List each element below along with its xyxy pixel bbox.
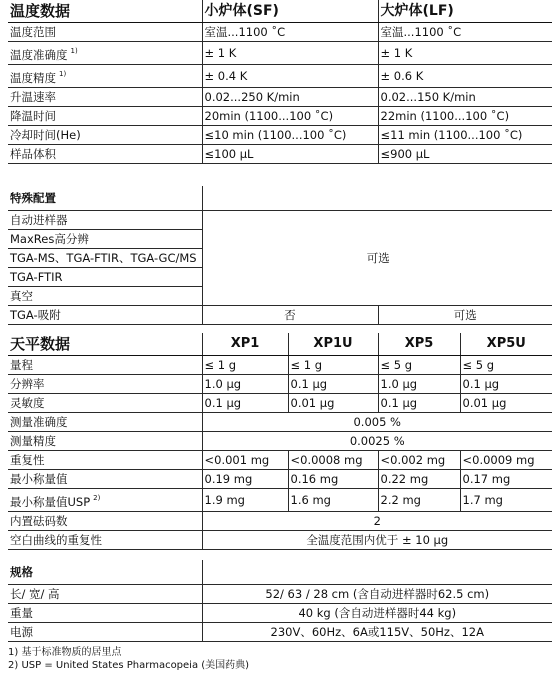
balance-value: 0.1 µg <box>460 375 552 394</box>
spec-label: 长/ 宽/ 高 <box>8 585 202 604</box>
balance-value: <0.0009 mg <box>460 451 552 470</box>
balance-title: 天平数据 <box>8 333 202 356</box>
lf-value: ≤11 min (1100...100 ˚C) <box>378 126 552 145</box>
row-label <box>8 356 202 375</box>
lf-value: ± 1 K <box>378 42 552 65</box>
lf-value: ≤900 µL <box>378 145 552 164</box>
option-label: TGA-FTIR <box>8 268 202 287</box>
tga-sorption-label: TGA-吸附 <box>8 306 202 325</box>
sf-value: 20min (1100...100 ˚C) <box>202 107 378 126</box>
xp1u-header: XP1U <box>288 333 378 356</box>
option-label: 真空 <box>8 287 202 306</box>
balance-value: <0.001 mg <box>202 451 288 470</box>
row-label-text: 升温速率 <box>10 90 56 104</box>
temperature-header-row <box>8 0 552 23</box>
option-label: MaxRes高分辨 <box>8 230 202 249</box>
footnote-ref: 2) <box>93 494 101 502</box>
table-row <box>8 306 552 325</box>
balance-value: <0.002 mg <box>378 451 460 470</box>
table-row <box>8 604 552 623</box>
row-label-text: 最小称量值USP <box>10 495 91 509</box>
spec-label: 重量 <box>8 604 202 623</box>
table-row <box>8 585 552 604</box>
row-label <box>8 489 202 512</box>
accuracy-value: 0.005 % <box>202 413 552 432</box>
table-row <box>8 42 552 65</box>
row-label <box>8 470 202 489</box>
balance-value: 2.2 mg <box>378 489 460 512</box>
blank-curve-value: 全温度范围内优于 ± 10 µg <box>202 531 552 550</box>
footnote-1: 1) 基于标准物质的居里点 <box>8 647 122 658</box>
balance-value: 0.01 µg <box>288 394 378 413</box>
table-row <box>8 126 552 145</box>
row-label <box>8 65 202 88</box>
balance-table <box>8 333 552 550</box>
small-furnace-header: 小炉体(SF) <box>202 0 378 23</box>
temperature-table <box>8 0 552 164</box>
footnotes <box>8 646 558 672</box>
table-row <box>8 623 552 642</box>
balance-value: 0.1 µg <box>202 394 288 413</box>
sf-value: ± 1 K <box>202 42 378 65</box>
xp5u-header: XP5U <box>460 333 552 356</box>
table-row <box>8 211 552 230</box>
balance-value: 1.7 mg <box>460 489 552 512</box>
xp5-header: XP5 <box>378 333 460 356</box>
row-label <box>8 375 202 394</box>
special-config-header-blank <box>202 186 552 211</box>
specs-header-blank <box>202 560 552 585</box>
table-row <box>8 470 552 489</box>
weights-value: 2 <box>202 512 552 531</box>
row-label <box>8 394 202 413</box>
balance-value: ≤ 1 g <box>288 356 378 375</box>
row-label <box>8 126 202 145</box>
balance-value: ≤ 5 g <box>378 356 460 375</box>
special-config-title: 特殊配置 <box>8 186 202 211</box>
balance-value: 1.6 mg <box>288 489 378 512</box>
balance-value: 0.1 µg <box>378 394 460 413</box>
row-label-text: 灵敏度 <box>10 396 45 410</box>
row-label-text: 降温时间 <box>10 109 56 123</box>
weights-label: 内置砝码数 <box>8 512 202 531</box>
balance-value: 1.0 µg <box>378 375 460 394</box>
row-label <box>8 23 202 42</box>
row-label <box>8 42 202 65</box>
sf-value: ≤10 min (1100...100 ˚C) <box>202 126 378 145</box>
lf-value: 室温...1100 ˚C <box>378 23 552 42</box>
row-label-text: 温度精度 <box>10 71 56 85</box>
table-row <box>8 531 552 550</box>
sf-value: ≤100 µL <box>202 145 378 164</box>
balance-header-row <box>8 333 552 356</box>
table-row <box>8 512 552 531</box>
balance-value: <0.0008 mg <box>288 451 378 470</box>
spec-value: 40 kg (含自动进样器时44 kg) <box>202 604 552 623</box>
table-row <box>8 356 552 375</box>
balance-value: 0.1 µg <box>288 375 378 394</box>
row-label-text: 量程 <box>10 358 33 372</box>
row-label-text: 样品体积 <box>10 147 56 161</box>
row-label-text: 温度范围 <box>10 25 56 39</box>
row-label <box>8 451 202 470</box>
row-label <box>8 107 202 126</box>
spec-label: 电源 <box>8 623 202 642</box>
table-row <box>8 432 552 451</box>
temperature-title: 温度数据 <box>8 0 202 23</box>
balance-value: 0.22 mg <box>378 470 460 489</box>
balance-value: 0.01 µg <box>460 394 552 413</box>
balance-value: 0.19 mg <box>202 470 288 489</box>
balance-value: 1.9 mg <box>202 489 288 512</box>
balance-value: ≤ 1 g <box>202 356 288 375</box>
row-label-text: 冷却时间(He) <box>10 128 81 142</box>
table-row <box>8 65 552 88</box>
large-furnace-header: 大炉体(LF) <box>378 0 552 23</box>
table-row <box>8 88 552 107</box>
xp1-header: XP1 <box>202 333 288 356</box>
sf-value: 室温...1100 ˚C <box>202 23 378 42</box>
special-config-table <box>8 186 552 325</box>
row-label-text: 最小称量值 <box>10 472 68 486</box>
tga-sorption-sf: 否 <box>202 306 378 325</box>
specs-header-row <box>8 560 552 585</box>
specs-title: 规格 <box>8 560 202 585</box>
footnote-2: 2) USP = United States Pharmacopeia (美国药典) <box>8 660 250 671</box>
footnote-ref: 1) <box>59 70 67 78</box>
balance-value: 0.16 mg <box>288 470 378 489</box>
accuracy-label: 测量准确度 <box>8 413 202 432</box>
lf-value: 0.02...150 K/min <box>378 88 552 107</box>
precision-label: 测量精度 <box>8 432 202 451</box>
table-row <box>8 107 552 126</box>
precision-value: 0.0025 % <box>202 432 552 451</box>
row-label <box>8 145 202 164</box>
table-row <box>8 23 552 42</box>
option-label: TGA-MS、TGA-FTIR、TGA-GC/MS <box>8 249 202 268</box>
balance-value: ≤ 5 g <box>460 356 552 375</box>
table-row <box>8 413 552 432</box>
row-label-text: 重复性 <box>10 453 45 467</box>
table-row <box>8 145 552 164</box>
spec-value: 52/ 63 / 28 cm (含自动进样器时62.5 cm) <box>202 585 552 604</box>
balance-value: 0.17 mg <box>460 470 552 489</box>
lf-value: 22min (1100...100 ˚C) <box>378 107 552 126</box>
table-row <box>8 375 552 394</box>
option-label: 自动进样器 <box>8 211 202 230</box>
table-row <box>8 394 552 413</box>
table-row <box>8 451 552 470</box>
special-config-header-row <box>8 186 552 211</box>
sf-value: ± 0.4 K <box>202 65 378 88</box>
balance-value: 1.0 µg <box>202 375 288 394</box>
tga-sorption-lf: 可选 <box>378 306 552 325</box>
row-label-text: 温度准确度 <box>10 48 68 62</box>
table-row <box>8 489 552 512</box>
row-label <box>8 88 202 107</box>
specs-table <box>8 560 552 642</box>
row-label-text: 分辨率 <box>10 377 45 391</box>
lf-value: ± 0.6 K <box>378 65 552 88</box>
footnote-ref: 1) <box>70 47 78 55</box>
optional-value: 可选 <box>202 211 552 306</box>
sf-value: 0.02...250 K/min <box>202 88 378 107</box>
blank-curve-label: 空白曲线的重复性 <box>8 531 202 550</box>
spec-value: 230V、60Hz、6A或115V、50Hz、12A <box>202 623 552 642</box>
